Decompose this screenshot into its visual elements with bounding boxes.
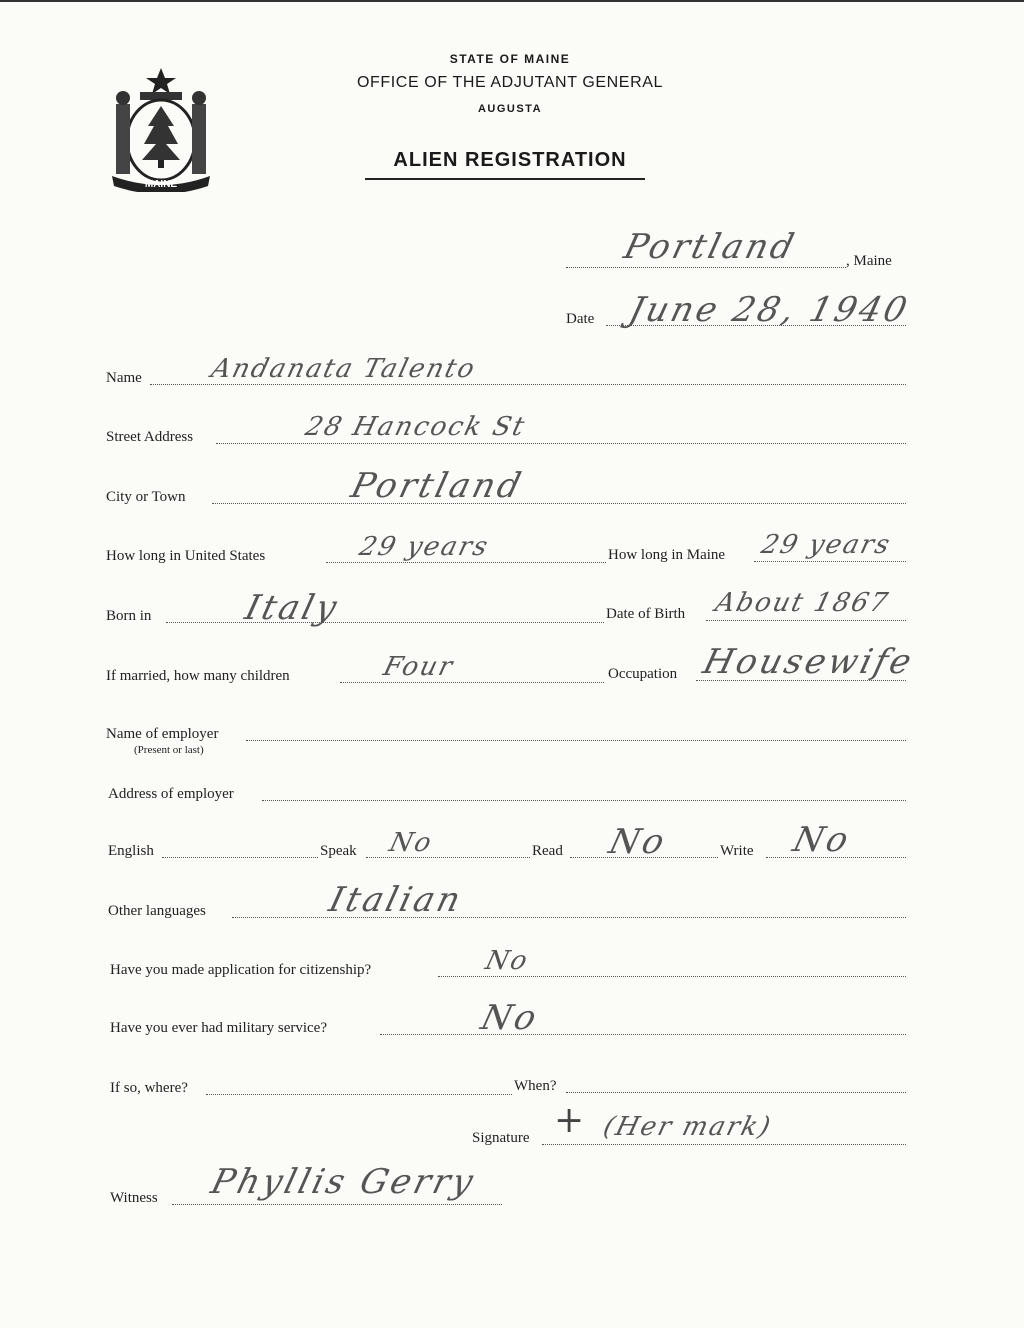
employer-address-line — [262, 800, 906, 801]
employer-line — [246, 740, 906, 741]
city-line — [212, 503, 906, 504]
birth-date-line — [706, 620, 906, 621]
signature-line — [542, 1144, 906, 1145]
city-label: City or Town — [106, 489, 186, 505]
maine-duration-line — [754, 561, 906, 562]
maine-duration-value: 29 years — [758, 530, 895, 560]
born-value: Italy — [241, 588, 344, 628]
other-languages-label: Other languages — [108, 903, 206, 919]
occupation-value: Housewife — [699, 642, 919, 682]
signature-label: Signature — [472, 1130, 530, 1146]
date-label: Date — [566, 311, 595, 327]
street-line — [216, 443, 906, 444]
header-state: STATE OF MAINE — [449, 52, 571, 66]
name-line — [150, 384, 906, 385]
witness-value: Phyllis Gerry — [207, 1162, 480, 1202]
street-label: Street Address — [106, 429, 194, 445]
form-title: ALIEN REGISTRATION — [393, 149, 627, 171]
english-label: English — [108, 843, 154, 859]
read-label: Read — [532, 843, 563, 859]
where-line — [206, 1094, 512, 1095]
place-value: Portland — [620, 227, 801, 267]
children-line — [340, 682, 604, 683]
city-value: Portland — [347, 466, 528, 506]
military-value: No — [477, 998, 544, 1038]
born-label: Born in — [106, 608, 152, 624]
street-value: 28 Hancock St — [302, 412, 530, 442]
military-label: Have you ever had military service? — [110, 1020, 327, 1036]
children-label: If married, how many children — [106, 668, 290, 684]
maine-duration-label: How long in Maine — [608, 547, 726, 563]
us-duration-value: 29 years — [356, 532, 493, 562]
write-value: No — [789, 820, 856, 860]
title-underline — [365, 178, 645, 180]
citizenship-value: No — [482, 946, 533, 976]
born-line — [166, 622, 604, 623]
employer-address-label: Address of employer — [108, 786, 234, 802]
place-suffix: , Maine — [846, 253, 892, 269]
employer-sublabel: (Present or last) — [134, 744, 204, 756]
where-label: If so, where? — [110, 1080, 188, 1096]
us-duration-label: How long in United States — [106, 548, 266, 564]
birth-date-value: About 1867 — [712, 588, 893, 618]
witness-label: Witness — [110, 1190, 158, 1206]
name-value: Andanata Talento — [208, 354, 480, 384]
children-value: Four — [380, 652, 458, 682]
witness-line — [172, 1204, 502, 1205]
maine-state-seal-icon — [104, 64, 218, 192]
write-label: Write — [720, 843, 754, 859]
place-line — [566, 267, 846, 268]
employer-label: Name of employer — [106, 726, 219, 742]
read-value: No — [605, 822, 672, 862]
when-line — [566, 1092, 906, 1093]
signature-value: (Her mark) — [600, 1112, 776, 1142]
occupation-label: Occupation — [608, 666, 678, 682]
english-line — [162, 857, 318, 858]
seal-text: MAINE — [144, 179, 178, 190]
speak-label: Speak — [320, 843, 357, 859]
name-label: Name — [106, 370, 142, 386]
us-duration-line — [326, 562, 606, 563]
other-languages-value: Italian — [325, 880, 468, 920]
speak-value: No — [386, 828, 437, 858]
birth-date-label: Date of Birth — [606, 606, 686, 622]
signature-mark: + — [554, 1100, 587, 1141]
citizenship-line — [438, 976, 906, 977]
header-city: AUGUSTA — [477, 103, 543, 115]
date-value: June 28, 1940 — [625, 290, 914, 330]
military-line — [380, 1034, 906, 1035]
header-office: OFFICE OF THE ADJUTANT GENERAL — [356, 74, 664, 91]
citizenship-label: Have you made application for citizenship? — [110, 962, 372, 978]
when-label: When? — [514, 1078, 557, 1094]
